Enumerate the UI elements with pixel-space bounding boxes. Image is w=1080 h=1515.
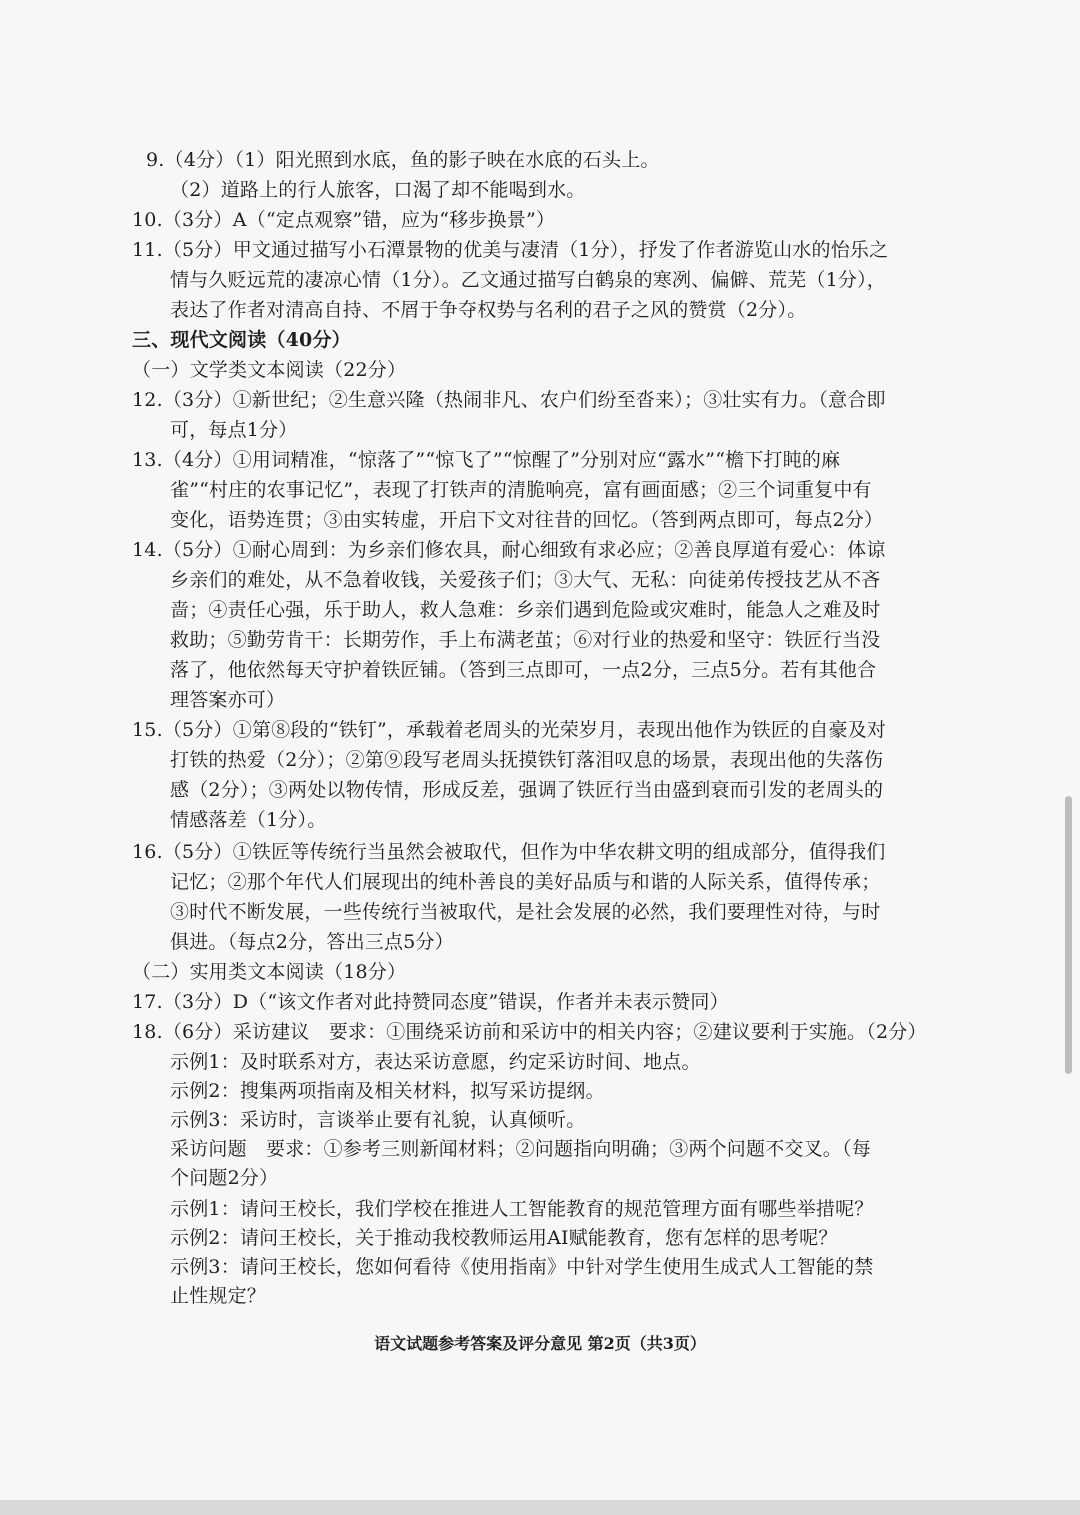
answer-14-line-1: 14.（5分）①耐心周到：为乡亲们修农具，耐心细致有求必应；②善良厚道有爱心：体谅 bbox=[132, 539, 886, 561]
answer-14-line-4: 救助；⑤勤劳肯干：长期劳作，手上布满老茧；⑥对行业的热爱和坚守：铁匠行当没 bbox=[170, 629, 881, 651]
bottom-edge-bar bbox=[0, 1500, 1080, 1515]
answer-14-line-5: 落了，他依然每天守护着铁匠铺。（答到三点即可，一点2分，三点5分。若有其他合 bbox=[170, 659, 877, 681]
answer-18-example-2: 示例2：搜集两项指南及相关材料，拟写采访提纲。 bbox=[170, 1080, 605, 1102]
answer-14-line-6: 理答案亦可） bbox=[170, 689, 286, 711]
answer-15-line-1: 15.（5分）①第⑧段的“铁钉”，承载着老周头的光荣岁月，表现出他作为铁匠的自豪及对 bbox=[132, 719, 887, 741]
subsection-heading-literary: （一）文学类文本阅读（22分） bbox=[132, 359, 407, 381]
answer-16-line-4: 俱进。（每点2分，答出三点5分） bbox=[170, 931, 454, 953]
answer-13-line-1: 13.（4分）①用词精准，“惊落了”“惊飞了”“惊醒了”分别对应“露水”“檐下打盹的麻 bbox=[132, 449, 841, 471]
answer-13-line-3: 变化，语势连贯；③由实转虚，开启下文对往昔的回忆。（答到两点即可，每点2分） bbox=[170, 509, 884, 531]
answer-11-line-2: 情与久贬远荒的凄凉心情（1分）。乙文通过描写白鹤泉的寒冽、偏僻、荒芜（1分）， bbox=[170, 269, 886, 291]
answer-11-line-3: 表达了作者对清高自持、不屑于争夺权势与名利的君子之风的赞赏（2分）。 bbox=[170, 299, 807, 321]
answer-18-questions-line-2: 个问题2分） bbox=[170, 1167, 279, 1189]
answer-14-line-2: 乡亲们的难处，从不急着收钱，关爱孩子们；③大气、无私：向徒弟传授技艺从不吝 bbox=[170, 569, 881, 591]
answer-18-question-example-1: 示例1：请问王校长，我们学校在推进人工智能教育的规范管理方面有哪些举措呢？ bbox=[170, 1198, 874, 1220]
answer-15-line-2: 打铁的热爱（2分）；②第⑨段写老周头抚摸铁钉落泪叹息的场景，表现出他的失落伤 bbox=[170, 749, 884, 771]
vertical-scrollbar[interactable] bbox=[1065, 796, 1072, 1074]
answer-17: 17.（3分）D（“该文作者对此持赞同态度”错误，作者并未表示赞同） bbox=[132, 991, 729, 1013]
answer-13-line-2: 雀”“村庄的农事记忆”，表现了打铁声的清脆响亮，富有画面感；②三个词重复中有 bbox=[170, 479, 872, 501]
answer-16-line-3: ③时代不断发展，一些传统行当被取代，是社会发展的必然，我们要理性对待，与时 bbox=[170, 901, 881, 923]
answer-18-example-3: 示例3：采访时，言谈举止要有礼貌，认真倾听。 bbox=[170, 1109, 586, 1131]
answer-18-question-example-2: 示例2：请问王校长，关于推动我校教师运用AI赋能教育，您有怎样的思考呢？ bbox=[170, 1227, 838, 1249]
answer-10: 10.（3分）A（“定点观察”错，应为“移步换景”） bbox=[132, 209, 556, 231]
answer-9-line-2: （2）道路上的行人旅客，口渴了却不能喝到水。 bbox=[170, 179, 586, 201]
answer-16-line-2: 记忆；②那个年代人们展现出的纯朴善良的美好品质与和谐的人际关系，值得传承； bbox=[170, 871, 881, 893]
page-footer: 语文试题参考答案及评分意见 第2页（共3页） bbox=[374, 1334, 706, 1353]
answer-15-line-3: 感（2分）；③两处以物传情，形成反差，强调了铁匠行当由盛到衰而引发的老周头的 bbox=[170, 779, 884, 801]
answer-18-question-example-3-line-1: 示例3：请问王校长，您如何看待《使用指南》中针对学生使用生成式人工智能的禁 bbox=[170, 1256, 874, 1278]
section-heading-modern-reading: 三、现代文阅读（40分） bbox=[132, 329, 351, 351]
answer-18-line-1: 18.（6分）采访建议 要求：①围绕采访前和采访中的相关内容；②建议要利于实施。（2分） bbox=[132, 1021, 927, 1043]
answer-15-line-4: 情感落差（1分）。 bbox=[170, 809, 327, 831]
answer-14-line-3: 啬；④责任心强，乐于助人，救人急难：乡亲们遇到危险或灾难时，能急人之难及时 bbox=[170, 599, 881, 621]
answer-12-line-2: 可，每点1分） bbox=[170, 419, 298, 441]
subsection-heading-practical: （二）实用类文本阅读（18分） bbox=[132, 961, 407, 983]
answer-18-example-1: 示例1：及时联系对方，表达采访意愿，约定采访时间、地点。 bbox=[170, 1051, 701, 1073]
answer-12-line-1: 12.（3分）①新世纪；②生意兴隆（热闹非凡、农户们纷至沓来）；③壮实有力。（意合即 bbox=[132, 389, 886, 411]
answer-16-line-1: 16.（5分）①铁匠等传统行当虽然会被取代，但作为中华农耕文明的组成部分，值得我们 bbox=[132, 841, 886, 863]
answer-9-line-1: 9.（4分）（1）阳光照到水底，鱼的影子映在水底的石头上。 bbox=[146, 149, 660, 171]
answer-18-question-example-3-line-2: 止性规定？ bbox=[170, 1285, 267, 1307]
answer-11-line-1: 11.（5分）甲文通过描写小石潭景物的优美与凄清（1分），抒发了作者游览山水的怡乐之 bbox=[132, 239, 889, 261]
answer-18-questions-line-1: 采访问题 要求：①参考三则新闻材料；②问题指向明确；③两个问题不交叉。（每 bbox=[170, 1138, 871, 1160]
